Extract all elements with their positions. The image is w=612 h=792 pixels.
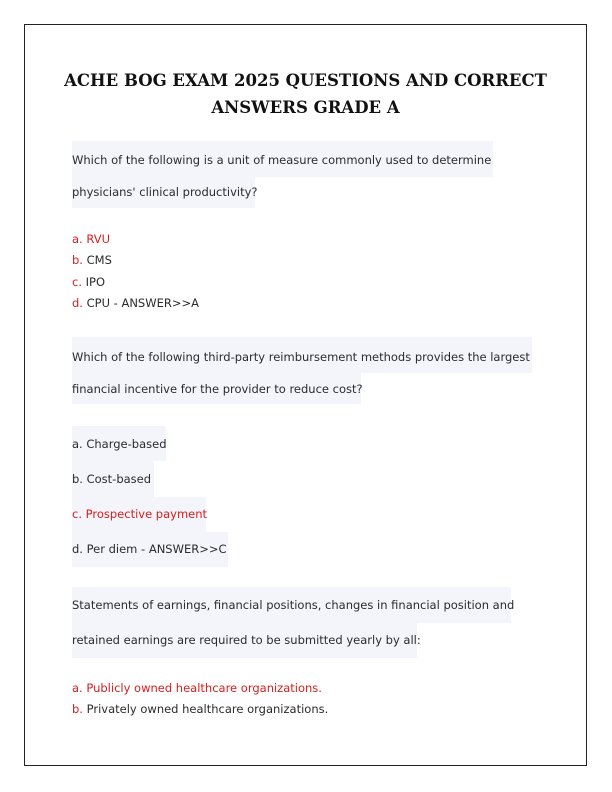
question-3-text: retained earnings are required to be submitted yearly by all: bbox=[72, 633, 421, 647]
question-1-text: physicians' clinical productivity? bbox=[72, 185, 258, 199]
question-3-option-a bbox=[72, 681, 322, 696]
question-1-option-c bbox=[72, 275, 105, 290]
option-letter: b. bbox=[72, 253, 83, 267]
question-1-option-b bbox=[72, 253, 112, 268]
option-text: CPU - ANSWER>>A bbox=[86, 296, 200, 310]
question-1-text: Which of the following is a unit of measure commonly used to determine bbox=[72, 153, 492, 167]
option-text: IPO bbox=[85, 275, 106, 289]
question-1-option-d bbox=[72, 296, 199, 311]
option-text: Publicly owned healthcare organizations. bbox=[86, 681, 322, 695]
option-text: CMS bbox=[86, 253, 112, 267]
option-letter: d. bbox=[72, 296, 83, 310]
document-title-line-1: ACHE BOG EXAM 2025 QUESTIONS AND CORRECT bbox=[64, 71, 547, 90]
question-2-option-a: a. Charge-based bbox=[72, 437, 167, 451]
document-title-line-2: ANSWERS GRADE A bbox=[211, 98, 400, 117]
question-2-option-c: c. Prospective payment bbox=[72, 507, 208, 521]
option-text: RVU bbox=[86, 232, 111, 246]
question-2-text: financial incentive for the provider to reduce cost? bbox=[72, 382, 363, 396]
question-3-text: Statements of earnings, financial positions, changes in financial position and bbox=[72, 598, 515, 612]
option-letter: c. bbox=[72, 275, 82, 289]
question-2-option-d: d. Per diem - ANSWER>>C bbox=[72, 542, 227, 556]
question-1-option-a bbox=[72, 232, 110, 247]
option-letter: a. bbox=[72, 681, 83, 695]
question-2-text: Which of the following third-party reimbursement methods provides the largest bbox=[72, 350, 530, 364]
question-3-option-b bbox=[72, 702, 328, 717]
option-text: Privately owned healthcare organizations. bbox=[86, 702, 329, 716]
option-letter: b. bbox=[72, 702, 83, 716]
question-2-option-b: b. Cost-based bbox=[72, 472, 152, 486]
option-letter: a. bbox=[72, 232, 83, 246]
